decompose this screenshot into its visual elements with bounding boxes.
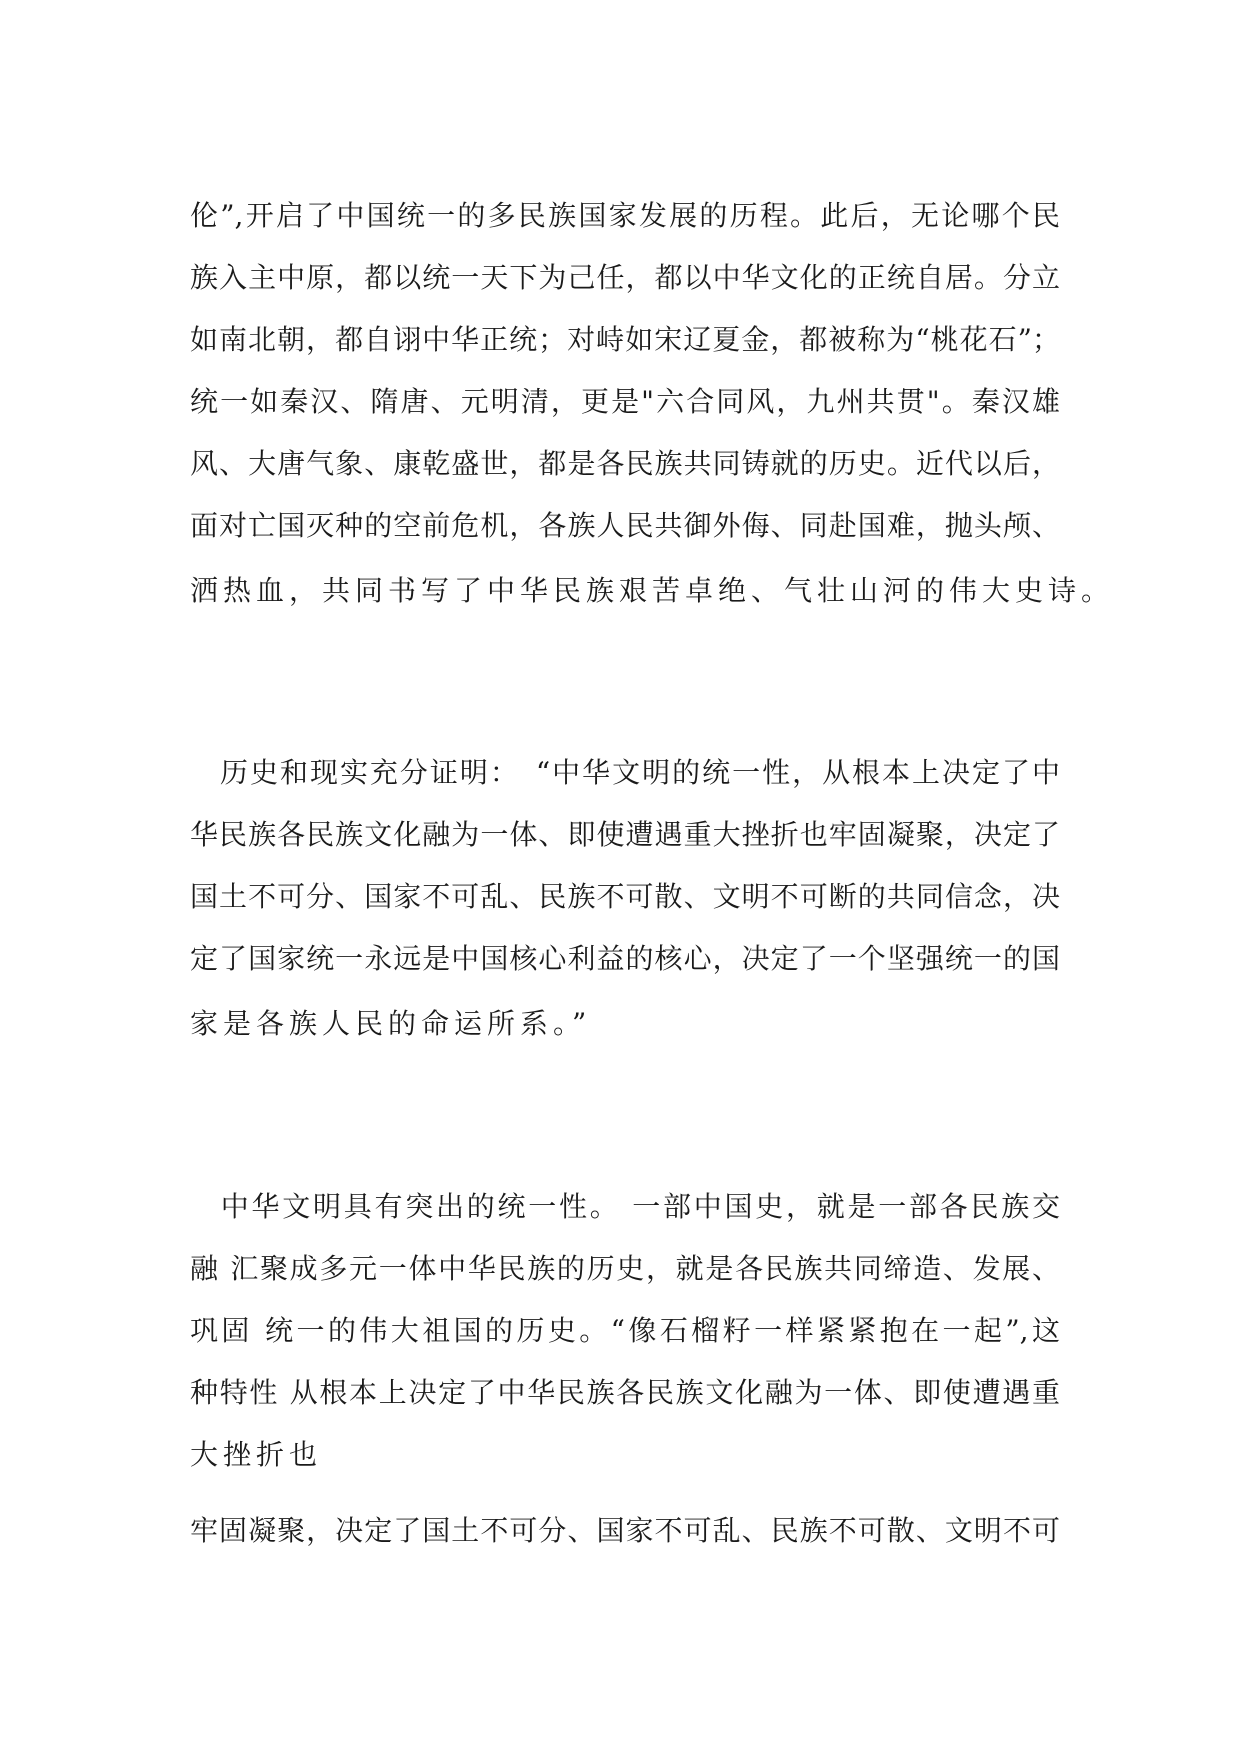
paragraph-2-line-4: 定了国家统一永远是中国核心利益的核心，决定了一个坚强统一的国 <box>190 942 1060 975</box>
paragraph-3-line-3: 巩固 统一的伟大祖国的历史。“像石榴籽一样紧紧抱在一起”,这 <box>190 1314 1060 1347</box>
paragraph-2-line-3: 国土不可分、国家不可乱、民族不可散、文明不可断的共同信念，决 <box>190 880 1060 913</box>
paragraph-3-line-5: 大挫折也 <box>190 1438 323 1471</box>
paragraph-1-line-5: 风、大唐气象、康乾盛世，都是各民族共同铸就的历史。近代以后， <box>190 447 1060 480</box>
paragraph-1-line-4: 统一如秦汉、隋唐、元明清，更是"六合同风，九州共贯"。秦汉雄 <box>190 385 1060 418</box>
paragraph-2-line-2: 华民族各民族文化融为一体、即使遭遇重大挫折也牢固凝聚，决定了 <box>190 818 1060 851</box>
paragraph-1-line-2: 族入主中原，都以统一天下为己任，都以中华文化的正统自居。分立 <box>190 261 1060 294</box>
paragraph-3-line-6: 牢固凝聚，决定了国土不可分、国家不可乱、民族不可散、文明不可 <box>190 1514 1060 1547</box>
paragraph-1-line-6: 面对亡国灭种的空前危机，各族人民共御外侮、同赴国难，抛头颅、 <box>190 509 1060 542</box>
paragraph-1-line-7: 洒热血，共同书写了中华民族艰苦卓绝、气壮山河的伟大史诗。 <box>190 574 1115 607</box>
paragraph-2-line-1: 历史和现实充分证明： “中华文明的统一性，从根本上决定了中 <box>190 756 1060 789</box>
paragraph-3-line-2: 融 汇聚成多元一体中华民族的历史，就是各民族共同缔造、发展、 <box>190 1252 1060 1285</box>
paragraph-3-line-1: 中华文明具有突出的统一性。 一部中国史，就是一部各民族交 <box>190 1190 1060 1223</box>
paragraph-1-line-3: 如南北朝，都自诩中华正统；对峙如宋辽夏金，都被称为“桃花石”； <box>190 323 1060 356</box>
paragraph-2-line-5: 家是各族人民的命运所系。” <box>190 1007 592 1040</box>
paragraph-1-line-1: 伦”,开启了中国统一的多民族国家发展的历程。此后，无论哪个民 <box>190 199 1060 232</box>
paragraph-3-line-4: 种特性 从根本上决定了中华民族各民族文化融为一体、即使遭遇重 <box>190 1376 1060 1409</box>
